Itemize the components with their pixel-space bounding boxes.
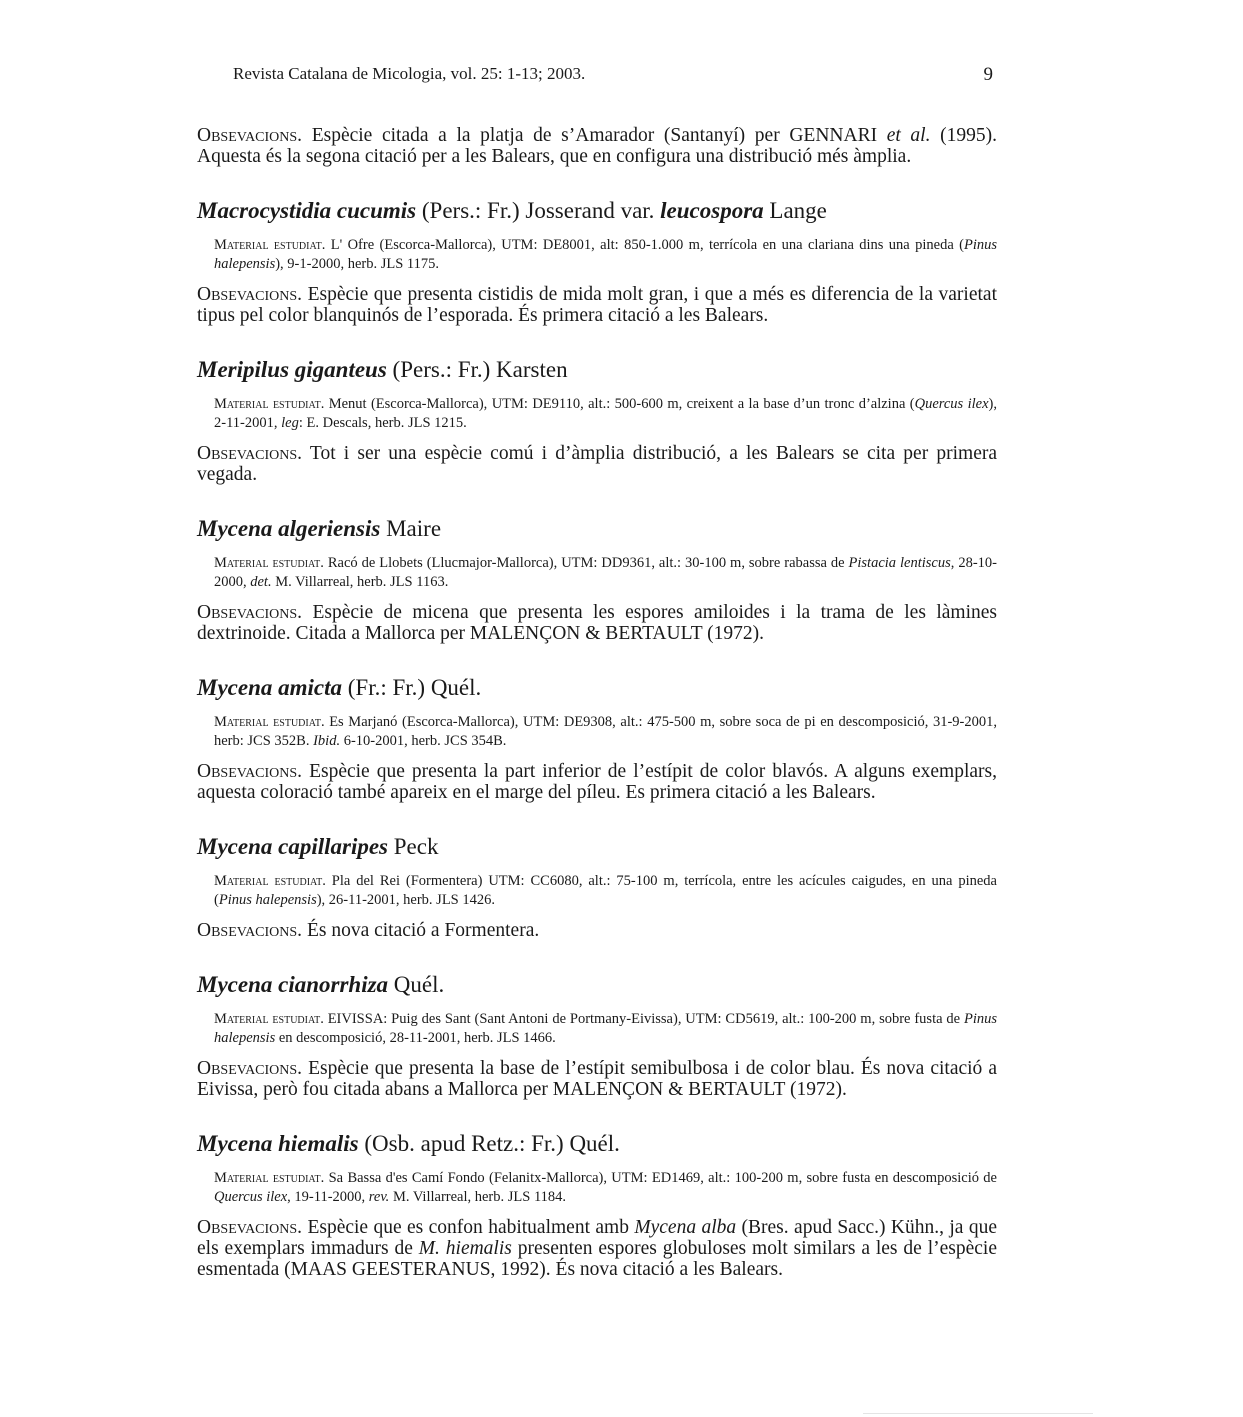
material-examined: Material estudiat. Racó de Llobets (Llucmajor-Mallorca), UTM: DD9361, alt.: 30-100 m, sobre rabassa de Pistacia lentiscus, 28-10-2000, det. M. Villarreal, herb. JLS 1163. — [214, 555, 997, 590]
material-examined: Material estudiat. Pla del Rei (Formentera) UTM: CC6080, alt.: 75-100 m, terrícola, entre les acícules caigudes, en una pineda (Pinus halepensis), 26-11-2001, herb. JLS 1426. — [214, 873, 997, 908]
species-observation: Obsevacions. És nova citació a Formentera. — [197, 920, 540, 941]
material-examined: Material estudiat. Menut (Escorca-Mallorca), UTM: DE9110, alt.: 500-600 m, creixent a la base d’un tronc d’alzina (Quercus ilex), 2-11-2001, leg: E. Descals, herb. JLS 1215. — [214, 396, 997, 431]
material-examined: Material estudiat. EIVISSA: Puig des Sant (Sant Antoni de Portmany-Eivissa), UTM: CD5619, alt.: 100-200 m, sobre fusta de Pinus halepensis en descomposició, 28-11-2001, herb. JLS 1466. — [214, 1011, 997, 1046]
species-observation: Obsevacions. Espècie que presenta la base de l’estípit semibulbosa i de color blau. És nova citació a Eivissa, però fou citada abans a Mallorca per MALENÇON & BERTAULT (1972). — [197, 1058, 997, 1100]
species-observation: Obsevacions. Tot i ser una espècie comú i d’àmplia distribució, a les Balears se cita per primera vegada. — [197, 443, 997, 485]
intro-observation: Obsevacions. Espècie citada a la platja de s’Amarador (Santanyí) per GENNARI et al. (1995). Aquesta és la segona citació per a les Balears, que en configura una distribució més àmplia. — [197, 125, 997, 167]
material-examined: Material estudiat. L' Ofre (Escorca-Mallorca), UTM: DE8001, alt: 850-1.000 m, terrícola en una clariana dins una pineda (Pinus halepensis), 9-1-2000, herb. JLS 1175. — [214, 237, 998, 272]
species-observation: Obsevacions. Espècie que es confon habitualment amb Mycena alba (Bres. apud Sacc.) Kühn., ja que els exemplars immadurs de M. hiemalis presenten espores globuloses molt similars a les de l’espècie esmentada (MAAS GEESTERANUS, 1992). És nova citació a les Balears. — [197, 1217, 997, 1280]
material-examined: Material estudiat. Es Marjanó (Escorca-Mallorca), UTM: DE9308, alt.: 475-500 m, sobre soca de pi en descomposició, 31-9-2001, herb: JCS 352B. Ibid. 6-10-2001, herb. JCS 354B. — [214, 714, 998, 749]
species-heading: Mycena hiemalis (Osb. apud Retz.: Fr.) Quél. — [197, 1131, 620, 1156]
material-examined: Material estudiat. Sa Bassa d'es Camí Fondo (Felanitx-Mallorca), UTM: ED1469, alt.: 100-200 m, sobre fusta en descomposició de Quercus ilex, 19-11-2000, rev. M. Villarreal, herb. JLS 1184. — [214, 1170, 997, 1205]
observations-label: Obsevacions. — [197, 125, 303, 146]
species-heading: Mycena algeriensis Maire — [197, 516, 442, 541]
species-observation: Obsevacions. Espècie que presenta la part inferior de l’estípit de color blavós. A alguns exemplars, aquesta coloració també apareix en el marge del píleu. Es primera citació a les Balears. — [197, 761, 997, 803]
scan-edge-line — [863, 1413, 1093, 1414]
species-heading: Macrocystidia cucumis (Pers.: Fr.) Josserand var. leucospora Lange — [197, 198, 827, 223]
species-heading: Meripilus giganteus (Pers.: Fr.) Karsten — [197, 357, 568, 382]
running-head — [233, 64, 993, 88]
species-observation: Obsevacions. Espècie de micena que presenta les espores amiloides i la trama de les làmines dextrinoide. Citada a Mallorca per MALENÇON & BERTAULT (1972). — [197, 602, 997, 644]
species-observation: Obsevacions. Espècie que presenta cistidis de mida molt gran, i que a més es diferencia de la varietat tipus pel color blanquinós de l’esporada. És primera citació a les Balears. — [197, 284, 997, 326]
species-heading: Mycena amicta (Fr.: Fr.) Quél. — [197, 675, 482, 700]
article-body — [197, 125, 997, 1280]
page-number: 9 — [983, 64, 993, 85]
species-heading: Mycena capillaripes Peck — [197, 834, 439, 859]
species-heading: Mycena cianorrhiza Quél. — [197, 972, 445, 997]
journal-citation: Revista Catalana de Micologia, vol. 25: 1-13; 2003. — [233, 64, 586, 83]
